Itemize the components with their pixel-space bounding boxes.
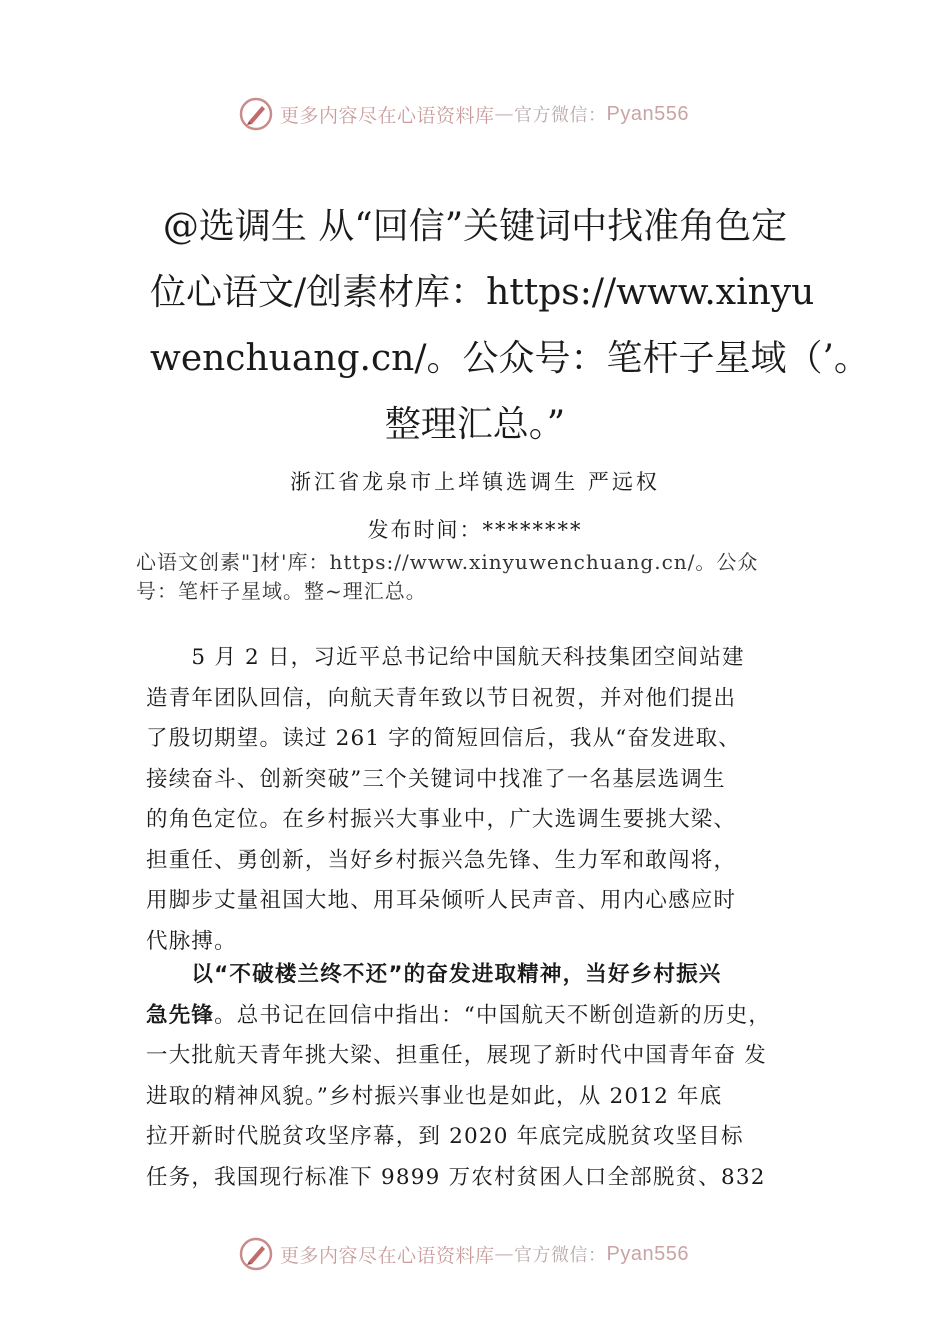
pen-logo-icon (238, 1236, 274, 1272)
text-line: 代脉搏。 (146, 928, 237, 954)
ad-line: 号：笔杆子星域。整~理汇总。 (136, 579, 427, 603)
watermark-wechat-label: 官方微信： (514, 105, 607, 126)
text-line: 了殷切期望。读过 261 字的简短回信后，我从“奋发进取、 (146, 726, 741, 751)
bold-heading-tail: 急先锋 (146, 1002, 215, 1028)
publish-time: 发布时间：******** (367, 518, 583, 542)
watermark-dash: — (494, 103, 515, 125)
title-line: 位心语文/创素材库：https://www.xinyu (150, 272, 815, 313)
paragraph-1 (146, 638, 816, 962)
watermark-wechat-label: 官方微信： (514, 1245, 607, 1266)
text-line: 担重任、勇创新，当好乡村振兴急先锋、生力军和敢闯将， (146, 847, 737, 873)
article-title (150, 194, 870, 458)
text-line: 任务，我国现行标准下 9899 万农村贫困人口全部脱贫、832 (146, 1164, 766, 1190)
footer-watermark (0, 1234, 950, 1274)
text-line: 用脚步丈量祖国大地、用耳朵倾听人民声音、用内心感应时 (146, 888, 737, 913)
text-line: 拉开新时代脱贫攻坚序幕，到 2020 年底完成脱贫攻坚目标 (146, 1124, 744, 1149)
watermark-wechat-id: Pyan556 (606, 102, 689, 125)
text-line: 接续奋斗、创新突破”三个关键词中找准了一名基层选调生 (146, 766, 726, 792)
watermark-text: 更多内容尽在心语资料库 (280, 1244, 495, 1267)
text-line: 进取的精神风貌。”乡村振兴事业也是如此，从 2012 年底 (146, 1083, 723, 1109)
text-line: 一大批航天青年挑大梁、担重任，展现了新时代中国青年奋 发 (146, 1043, 767, 1068)
title-line: @选调生 从“回信”关键词中找准角色定 (162, 206, 788, 247)
watermark-dash: — (494, 1243, 515, 1265)
header-watermark (0, 94, 950, 134)
text-line: 。总书记在回信中指出：“中国航天不断创造新的历史， (214, 1002, 772, 1028)
paragraph-2 (146, 955, 816, 1198)
title-line: wenchuang.cn/。公众号：笔杆子星域（’。 (150, 338, 870, 379)
watermark-wechat-id: Pyan556 (606, 1242, 689, 1265)
text-line: 造青年团队回信，向航天青年致以节日祝贺，并对他们提出 (146, 685, 737, 711)
pen-logo-icon (238, 96, 274, 132)
watermark-text: 更多内容尽在心语资料库 (280, 104, 495, 127)
ad-notice (136, 548, 856, 606)
bold-heading-line: 以“不破楼兰终不还”的奋发进取精神，当好乡村振兴 (146, 962, 722, 987)
ad-line: 心语文创素"]材'库：https://www.xinyuwenchuang.cn/。公众 (136, 550, 759, 574)
text-line: 5 月 2 日，习近平总书记给中国航天科技集团空间站建 (146, 645, 745, 670)
author-line: 浙江省龙泉市上垟镇选调生 严远权 (290, 470, 660, 494)
text-line: 的角色定位。在乡村振兴大事业中，广大选调生要挑大梁、 (146, 807, 737, 832)
title-line: 整理汇总。” (384, 404, 566, 445)
